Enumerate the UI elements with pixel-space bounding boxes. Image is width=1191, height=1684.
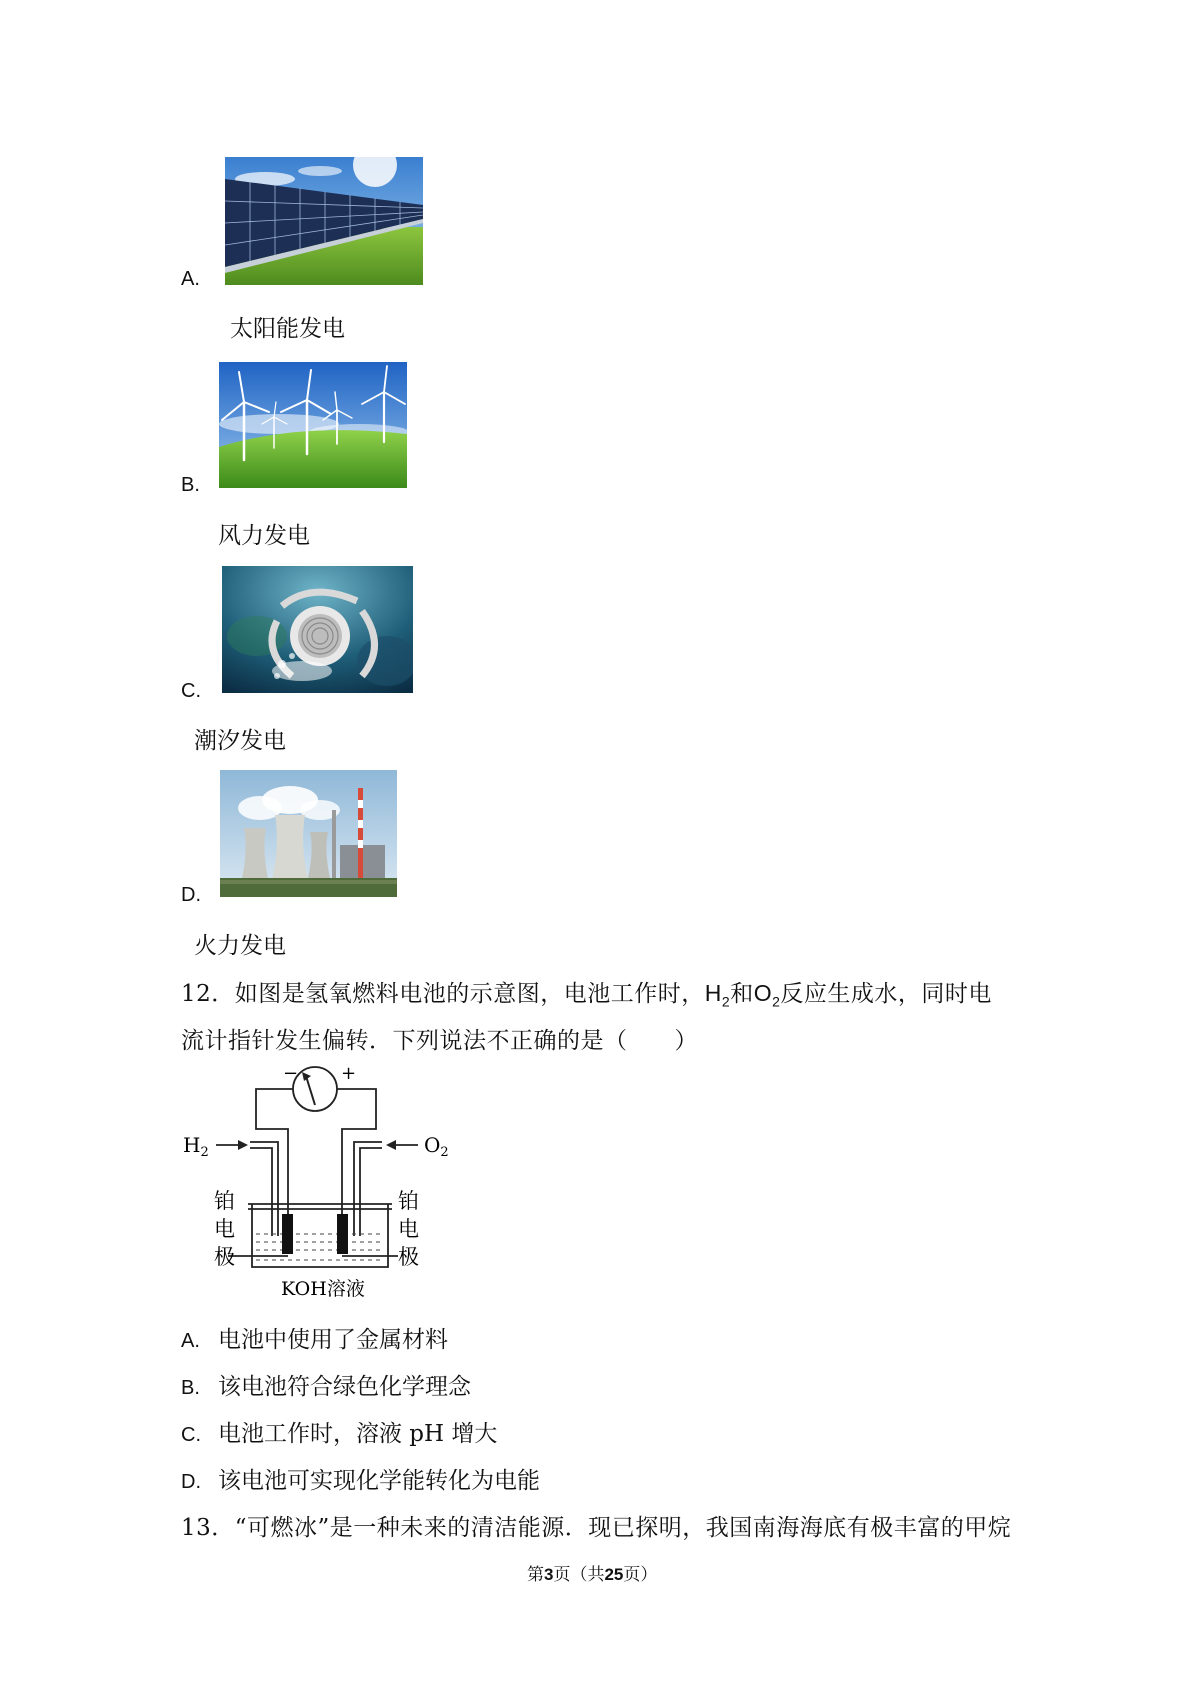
right-electrode-label-3: 极 (398, 1245, 419, 1269)
galvanometer-minus: − (283, 1064, 299, 1084)
thermal-power-plant-photo (220, 770, 397, 897)
h2-inlet-label: $H_2$ (183, 1133, 209, 1160)
q12-choice-b (181, 1368, 471, 1401)
q12-choice-d (181, 1462, 540, 1495)
q12-and: 和 (730, 981, 754, 1007)
o2-inlet-label: $O_2$ (424, 1133, 449, 1160)
option-d-letter: D. (181, 884, 201, 906)
tidal-turbine-photo (222, 566, 413, 693)
wind-turbines-photo (219, 362, 407, 488)
left-electrode-label-3: 极 (214, 1245, 235, 1269)
question-12-line-2: 流计指针发生偏转．下列说法不正确的是（ ） (181, 1028, 698, 1054)
galvanometer-plus: + (341, 1064, 357, 1084)
q12-line1-post: 反应生成水，同时电 (780, 981, 992, 1007)
koh-solution-label: KOH溶液 (281, 1278, 365, 1300)
choice-c-text: 电池工作时，溶液 pH 增大 (218, 1421, 498, 1447)
left-electrode-label-2: 电 (214, 1217, 235, 1241)
choice-d-text: 该电池可实现化学能转化为电能 (218, 1468, 540, 1494)
choice-a-letter: A. (181, 1330, 200, 1352)
choice-d-letter: D. (181, 1471, 201, 1493)
right-electrode (337, 1214, 348, 1254)
left-electrode-label-1: 铂 (214, 1189, 235, 1213)
solar-panels-photo (225, 157, 423, 285)
choice-b-letter: B. (181, 1377, 200, 1399)
question-12-line-1 (181, 975, 992, 1010)
option-c-caption: 潮汐发电 (194, 728, 286, 754)
option-b-caption: 风力发电 (218, 523, 310, 549)
page-footer (527, 1560, 657, 1585)
q12-h2: $H_2$ (704, 980, 731, 1010)
right-electrode-label-2: 电 (398, 1217, 419, 1241)
footer-mid: 页（共 (553, 1565, 605, 1585)
q12-choice-a (181, 1321, 448, 1354)
option-a-caption: 太阳能发电 (230, 316, 345, 342)
fuel-cell-diagram (178, 1064, 478, 1314)
choice-a-text: 电池中使用了金属材料 (218, 1327, 448, 1353)
left-electrode (282, 1214, 293, 1254)
q12-o2: $O_2$ (753, 980, 781, 1010)
footer-post: 页） (623, 1565, 658, 1585)
question-13-line-1: 13．“可燃冰”是一种未来的清洁能源．现已探明，我国南海海底有极丰富的甲烷 (181, 1515, 1012, 1541)
q12-choice-c (181, 1415, 497, 1448)
right-electrode-label-1: 铂 (398, 1189, 419, 1213)
option-a-letter: A. (181, 268, 200, 290)
footer-pre: 第 (527, 1565, 544, 1585)
choice-c-letter: C. (181, 1424, 201, 1446)
option-d-caption: 火力发电 (194, 933, 286, 959)
q12-line1-pre: 12．如图是氢氧燃料电池的示意图，电池工作时， (181, 981, 705, 1007)
option-c-letter: C. (181, 680, 201, 702)
footer-total-pages: 25 (604, 1565, 624, 1584)
choice-b-text: 该电池符合绿色化学理念 (218, 1374, 471, 1400)
option-b-letter: B. (181, 474, 200, 496)
footer-page-number: 3 (544, 1565, 554, 1584)
